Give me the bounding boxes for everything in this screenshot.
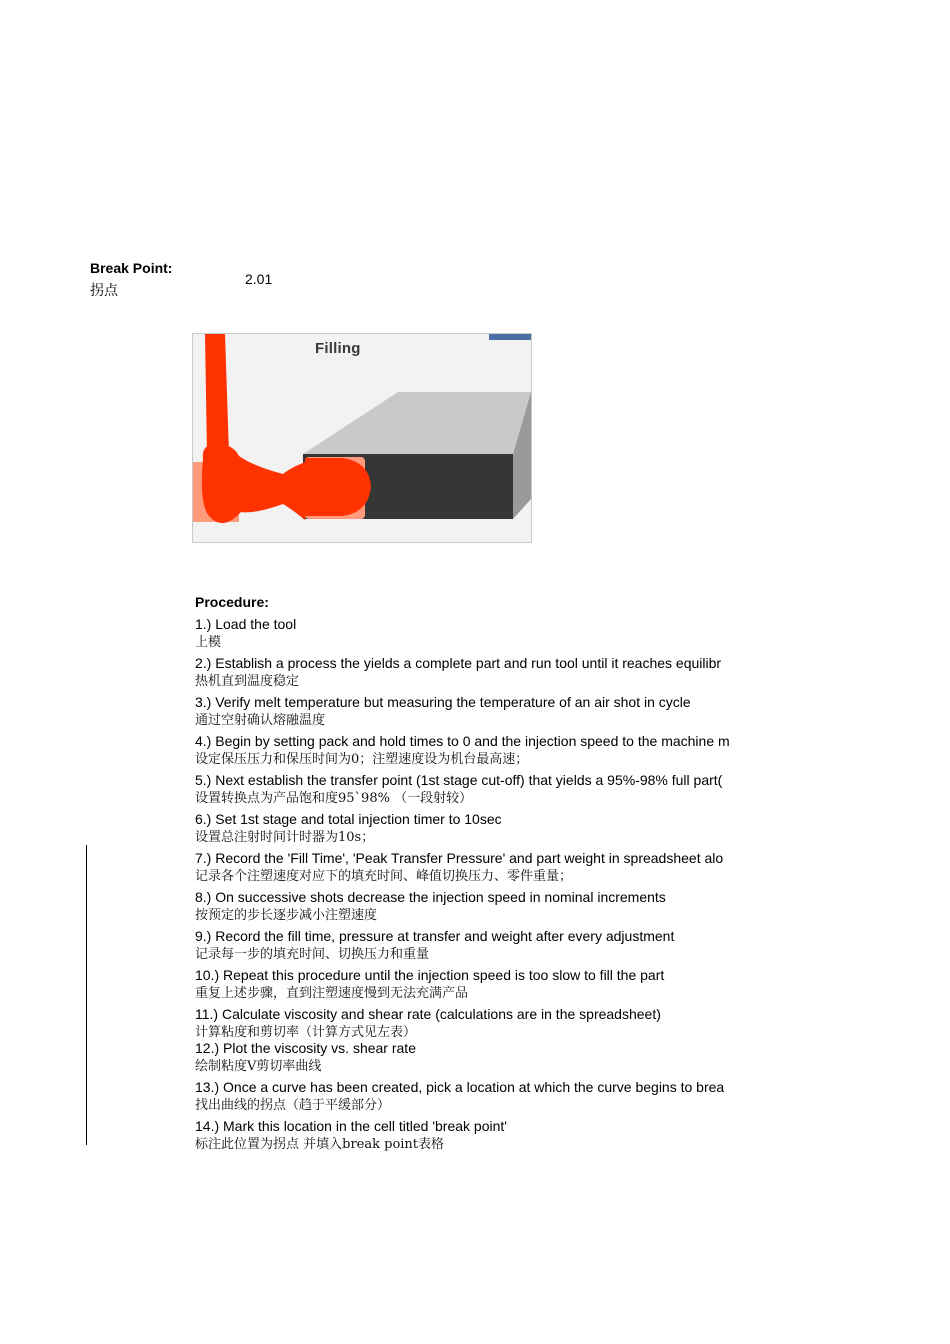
step-text: 10.) Repeat this procedure until the injection speed is too slow to fill the part: [195, 967, 665, 983]
step-text-zh: 通过空射确认熔融温度: [195, 713, 326, 728]
step-text-zh: 记录每一步的填充时间、切换压力和重量: [195, 947, 430, 962]
step-text: 9.) Record the fill time, pressure at transfer and weight after every adjustment: [195, 928, 675, 944]
figure-title: Filling: [315, 340, 361, 357]
step-text-zh: 找出曲线的拐点（趋于平缓部分）: [195, 1098, 391, 1113]
step-text-zh: 设置转换点为产品饱和度95`98% （一段射较）: [195, 791, 473, 806]
step-text: 5.) Next establish the transfer point (1st stage cut-off) that yields a 95%-98% full part(: [195, 772, 723, 788]
step-text-zh: 重复上述步骤，直到注塑速度慢到无法充满产品: [195, 986, 469, 1001]
procedure-step: [195, 965, 785, 1004]
step-text: 8.) On successive shots decrease the injection speed in nominal increments: [195, 889, 666, 905]
procedure-step: [195, 653, 785, 692]
step-text-zh: 设定保压压力和保压时间为0；注塑速度设为机台最高速；: [195, 752, 529, 767]
step-text-zh: 标注此位置为拐点 并填入break point表格: [195, 1137, 445, 1152]
step-text: 13.) Once a curve has been created, pick a location at which the curve begins to brea: [195, 1079, 725, 1095]
procedure-step: [195, 614, 785, 653]
step-text: 1.) Load the tool: [195, 616, 297, 632]
procedure-step: [195, 926, 785, 965]
procedure-title: Procedure:: [195, 594, 269, 610]
step-text: 3.) Verify melt temperature but measuring the temperature of an air shot in cycle: [195, 694, 691, 710]
melt-front: [305, 458, 371, 516]
margin-change-bar: [86, 845, 87, 1145]
filling-diagram: [193, 334, 531, 542]
step-text: 2.) Establish a process the yields a complete part and run tool until it reaches equilibr: [195, 655, 722, 671]
step-text: 6.) Set 1st stage and total injection timer to 10sec: [195, 811, 502, 827]
break-point-label-zh: 拐点: [90, 283, 118, 299]
step-text: 12.) Plot the viscosity vs. shear rate: [195, 1040, 416, 1056]
corner-logo-mark: [489, 334, 531, 340]
filling-illustration: [192, 333, 532, 543]
break-point-value: 2.01: [245, 271, 273, 287]
step-text: 11.) Calculate viscosity and shear rate (calculations are in the spreadsheet): [195, 1006, 661, 1022]
break-point-label: Break Point:: [90, 260, 173, 276]
step-text: 14.) Mark this location in the cell titled 'break point': [195, 1118, 507, 1134]
step-text-zh: 记录各个注塑速度对应下的填充时间、峰值切换压力、零件重量；: [195, 869, 573, 884]
step-text-zh: 计算粘度和剪切率（计算方式见左表）: [195, 1025, 417, 1038]
procedure-step: [195, 731, 785, 770]
step-text-zh: 设置总注射时间计时器为10s；: [195, 830, 375, 845]
step-text-zh: 绘制粘度V剪切率曲线: [195, 1059, 322, 1074]
procedure-step: [195, 809, 785, 848]
procedure-step: [195, 887, 785, 926]
procedure-step: [195, 1004, 785, 1038]
procedure-step: [195, 770, 785, 809]
procedure-step: [195, 1116, 785, 1155]
step-text: 7.) Record the 'Fill Time', 'Peak Transfer Pressure' and part weight in spreadsheet alo: [195, 850, 724, 866]
step-text-zh: 按预定的步长逐步减小注塑速度: [195, 908, 378, 923]
step-text-zh: 上模: [195, 635, 222, 650]
procedure-steps: [195, 614, 785, 1155]
sprue: [205, 334, 229, 454]
procedure-step: [195, 848, 785, 887]
procedure-step: [195, 1038, 785, 1077]
step-text-zh: 热机直到温度稳定: [195, 674, 300, 689]
procedure-step: [195, 1077, 785, 1116]
procedure-step: [195, 692, 785, 731]
step-text: 4.) Begin by setting pack and hold times to 0 and the injection speed to the machine m: [195, 733, 730, 749]
